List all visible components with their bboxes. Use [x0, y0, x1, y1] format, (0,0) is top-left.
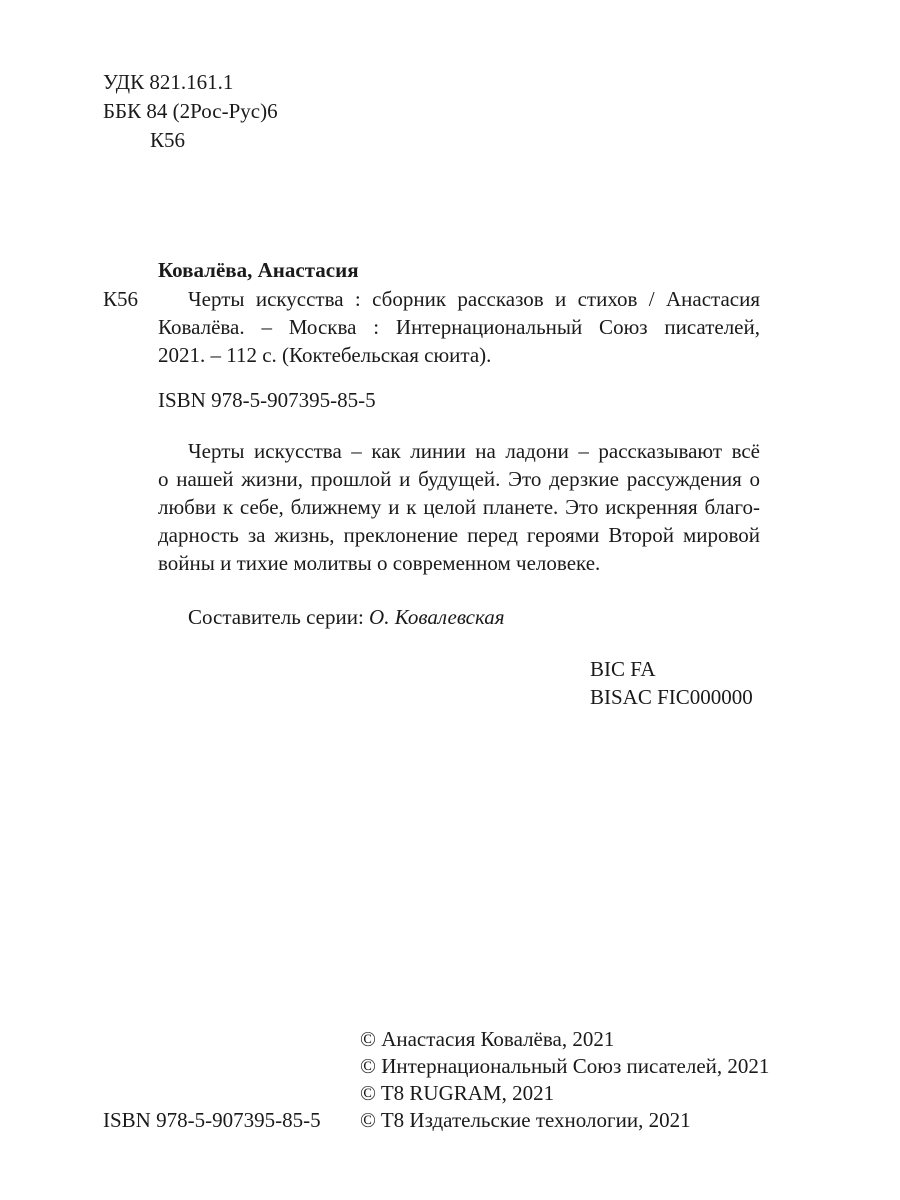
annotation-line: дарность за жизнь, преклонение перед героями Второй мировой — [158, 523, 760, 547]
annotation-line: любви к себе, ближнему и к целой планете. Это искренняя благо- — [158, 495, 760, 519]
series-compiler — [188, 603, 505, 631]
annotation-line: войны и тихие молитвы о современном человеке. — [158, 551, 601, 575]
copyright-line: © T8 RUGRAM, 2021 — [360, 1081, 555, 1105]
copyright-line: © T8 Издательские технологии, 2021 — [360, 1108, 691, 1132]
udk-code: УДК 821.161.1 — [103, 70, 234, 94]
description-line: 2021. – 112 с. (Коктебельская сюита). — [158, 343, 492, 367]
annotation — [158, 437, 760, 577]
annotation-line: Черты искусства – как линии на ладони – рассказывают всё — [188, 439, 760, 463]
bic-code: BIC FA — [590, 657, 656, 681]
bisac-code: BISAC FIC000000 — [590, 685, 753, 709]
annotation-line: о нашей жизни, прошлой и будущей. Это дерзкие рассуждения о — [158, 467, 760, 491]
bibliographic-description — [158, 285, 760, 369]
description-line: Черты искусства : сборник рассказов и стихов / Анастасия — [188, 287, 760, 311]
author-sign-record: К56 — [103, 287, 139, 311]
author-sign-top: К56 — [150, 128, 186, 152]
isbn-footer: ISBN 978-5-907395-85-5 — [103, 1108, 321, 1132]
series-label: Составитель серии: — [188, 605, 364, 629]
isbn-record: ISBN 978-5-907395-85-5 — [158, 388, 376, 412]
series-compiler-name: О. Ковалевская — [369, 605, 505, 629]
bbk-code: ББК 84 (2Рос-Рус)6 — [103, 99, 278, 123]
description-line: Ковалёва. – Москва : Интернациональный Союз писателей, — [158, 315, 760, 339]
copyright-line: © Анастасия Ковалёва, 2021 — [360, 1027, 615, 1051]
copyright-line: © Интернациональный Союз писателей, 2021 — [360, 1054, 770, 1078]
author-heading: Ковалёва, Анастасия — [158, 258, 359, 282]
